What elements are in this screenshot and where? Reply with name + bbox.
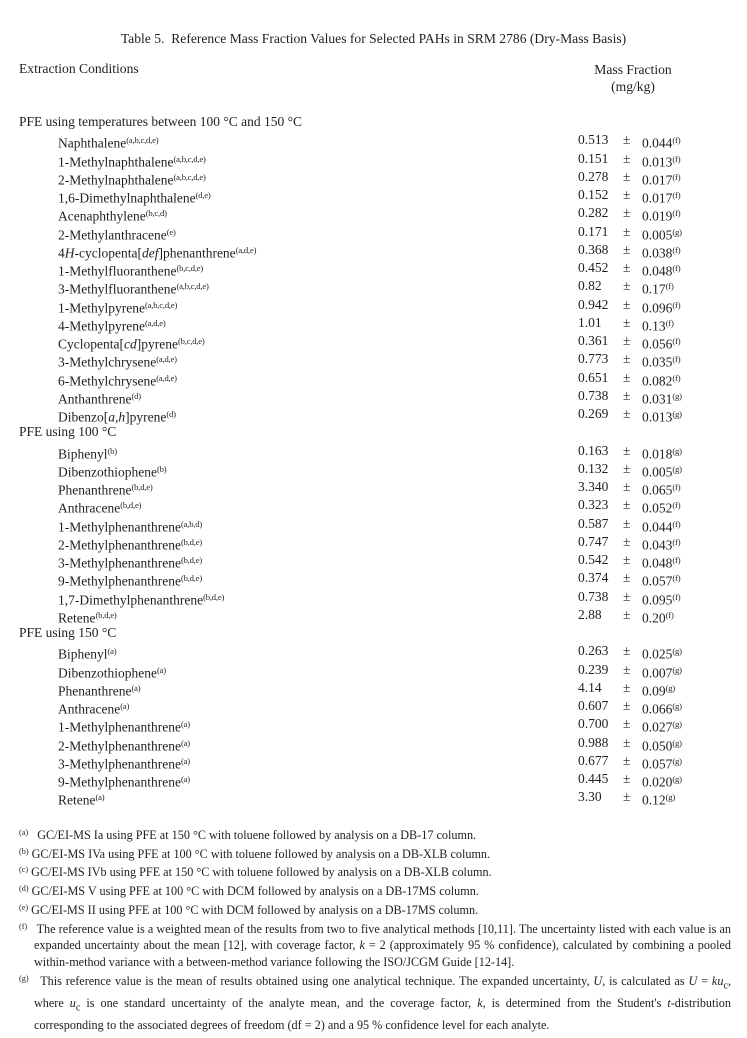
compound-footnote-refs: (a)	[180, 719, 190, 730]
footnote-text: GC/EI-MS IVb using PFE at 150 °C with toluene followed by analysis on a DB-XLB column.	[31, 865, 492, 880]
footnote-marker: (e)	[19, 902, 29, 912]
plus-minus-sign: ±	[623, 442, 631, 458]
plus-minus-sign: ±	[623, 168, 631, 184]
mass-fraction-value: 0.323	[578, 497, 609, 513]
compound-name: Retene$^{(b,d,e)}$	[58, 609, 117, 626]
mass-fraction-value: 0.282	[578, 205, 609, 221]
table-row	[0, 715, 747, 733]
footnote-text: GC/EI-MS IVa using PFE at 100 °C with toluene followed by analysis on a DB-XLB column.	[31, 846, 491, 861]
plus-minus-sign: ±	[623, 588, 631, 604]
footnote-text: GC/EI-MS II using PFE at 100 °C with DCM followed by analysis on a DB-17MS column.	[31, 902, 479, 917]
compound-footnote-refs: (a,b,c,d,e)	[173, 171, 206, 182]
plus-minus-sign: ±	[623, 387, 631, 403]
uncertainty-value: 0.025$^{(g)}$	[642, 646, 682, 662]
uncertainty-footnote-ref: (f)	[672, 372, 681, 383]
table-row	[0, 241, 747, 259]
mass-fraction-value: 0.587	[578, 515, 609, 531]
plus-minus-sign: ±	[623, 679, 631, 695]
plus-minus-sign: ±	[623, 643, 631, 659]
section-header-label: PFE using 150 °C	[19, 625, 117, 640]
section-header-label: PFE using temperatures between 100 °C and 150 °C	[19, 114, 303, 129]
table-row	[0, 369, 747, 387]
compound-name: 3-Methylchrysene$^{(a,d,e)}$	[58, 354, 177, 370]
uncertainty-footnote-ref: (g)	[672, 701, 682, 711]
plus-minus-sign: ±	[623, 716, 631, 732]
mass-fraction-value: 0.677	[578, 752, 609, 768]
mass-fraction-value: 0.542	[578, 552, 609, 567]
footnote-marker: (a)	[19, 828, 29, 837]
uncertainty-footnote-ref: (f)	[672, 591, 681, 602]
uncertainty-value: 0.038$^{(f)}$	[642, 244, 681, 261]
plus-minus-sign: ±	[623, 406, 631, 421]
compound-name: 1-Methylphenanthrene$^{(a)}$	[58, 719, 190, 735]
compound-name: Dibenzo[a,h]pyrene$^{(d)}$	[58, 409, 176, 425]
uncertainty-value: 0.12$^{(g)}$	[642, 792, 676, 808]
mass-fraction-value: 0.747	[578, 533, 609, 549]
footnote	[19, 844, 731, 863]
uncertainty-footnote-ref: (g)	[672, 226, 682, 237]
footnote	[19, 862, 731, 881]
compound-footnote-refs: (a)	[180, 755, 190, 766]
mass-fraction-value: 3.30	[578, 789, 602, 805]
uncertainty-footnote-ref: (f)	[672, 263, 681, 273]
compound-footnote-refs: (a,b,d)	[180, 518, 202, 529]
footnote-marker: (d)	[19, 884, 29, 894]
uncertainty-value: 0.035$^{(f)}$	[642, 354, 681, 370]
plus-minus-sign: ±	[623, 296, 631, 312]
uncertainty-footnote-ref: (g)	[665, 682, 676, 693]
compound-name: Anthanthrene$^{(d)}$	[58, 390, 141, 407]
compound-name: Acenaphthylene$^{(b,c,d)}$	[58, 208, 167, 224]
mass-fraction-value: 1.01	[578, 314, 602, 330]
compound-name: 1,6-Dimethylnaphthalene$^{(d,e)}$	[58, 190, 211, 206]
compound-name: 4H-cyclopenta[def]phenanthrene$^{(a,d,e)}$	[58, 244, 257, 261]
compound-name: Cyclopenta[cd]pyrene$^{(b,c,d,e)}$	[58, 336, 205, 352]
compound-footnote-refs: (a)	[131, 682, 141, 693]
compound-name: 6-Methylchrysene$^{(a,d,e)}$	[58, 372, 177, 388]
footnote-marker: (b)	[19, 846, 29, 856]
plus-minus-sign: ±	[623, 734, 631, 750]
footnote-marker: (g)	[19, 973, 29, 983]
uncertainty-footnote-ref: (f)	[672, 336, 681, 346]
compound-name: 1-Methylnaphthalene$^{(a,b,c,d,e)}$	[58, 153, 206, 169]
compound-footnote-refs: (b,c,d,e)	[177, 336, 205, 346]
compound-name: Dibenzothiophene$^{(b)}$	[58, 463, 167, 480]
uncertainty-value: 0.005$^{(g)}$	[642, 226, 682, 242]
footnotes-section	[19, 825, 731, 1034]
compound-name: 2-Methylnaphthalene$^{(a,b,c,d,e)}$	[58, 171, 206, 188]
uncertainty-footnote-ref: (g)	[672, 445, 682, 456]
compound-name: Dibenzothiophene$^{(a)}$	[58, 664, 166, 680]
footnote-text: GC/EI-MS V using PFE at 100 °C with DCM followed by analysis on a DB-17MS column.	[31, 884, 479, 899]
compound-footnote-refs: (b)	[107, 445, 117, 456]
mass-fraction-value: 0.368	[578, 241, 609, 257]
uncertainty-value: 0.044$^{(f)}$	[642, 135, 681, 151]
table-row	[0, 770, 747, 788]
compound-footnote-refs: (a)	[180, 737, 190, 748]
table-row	[0, 332, 747, 350]
uncertainty-footnote-ref: (g)	[672, 646, 682, 657]
compound-footnote-refs: (b,d,e)	[180, 555, 202, 565]
uncertainty-footnote-ref: (g)	[672, 390, 682, 401]
plus-minus-sign: ±	[623, 241, 631, 257]
compound-footnote-refs: (a,b,c,d,e)	[126, 135, 159, 146]
table-row	[0, 496, 747, 514]
uncertainty-value: 0.17$^{(f)}$	[642, 281, 674, 297]
table-row	[0, 223, 747, 241]
uncertainty-value: 0.020$^{(g)}$	[642, 774, 682, 790]
uncertainty-value: 0.056$^{(f)}$	[642, 336, 681, 352]
mass-fraction-value: 0.82	[578, 278, 602, 294]
compound-name: 1-Methylpyrene$^{(a,b,c,d,e)}$	[58, 299, 178, 315]
section-header-row	[0, 113, 747, 131]
uncertainty-value: 0.066$^{(g)}$	[642, 701, 682, 717]
uncertainty-value: 0.096$^{(f)}$	[642, 299, 681, 315]
compound-footnote-refs: (a)	[120, 701, 130, 711]
compound-footnote-refs: (a,d,e)	[156, 372, 177, 383]
plus-minus-sign: ±	[623, 533, 631, 549]
table-row	[0, 259, 747, 277]
section-header-row	[0, 423, 747, 441]
mass-fraction-value: 0.942	[578, 296, 609, 312]
compound-footnote-refs: (d)	[166, 409, 176, 419]
uncertainty-value: 0.057$^{(f)}$	[642, 573, 681, 589]
footnote	[19, 971, 731, 1034]
compound-footnote-refs: (b,d,e)	[120, 500, 142, 511]
mass-fraction-value: 0.513	[578, 132, 609, 148]
table-row	[0, 460, 747, 478]
plus-minus-sign: ±	[623, 606, 631, 622]
uncertainty-value: 0.052$^{(f)}$	[642, 500, 681, 516]
table-row	[0, 442, 747, 460]
plus-minus-sign: ±	[623, 515, 631, 531]
table-row	[0, 131, 747, 149]
compound-name: 3-Methylphenanthrene$^{(b,d,e)}$	[58, 555, 202, 571]
plus-minus-sign: ±	[623, 552, 631, 567]
table-row	[0, 405, 747, 423]
column-header-mass-fraction	[551, 61, 715, 95]
mass-fraction-value: 0.738	[578, 387, 609, 403]
mass-fraction-value: 0.607	[578, 698, 609, 713]
uncertainty-footnote-ref: (f)	[672, 299, 681, 310]
table-row	[0, 478, 747, 496]
uncertainty-footnote-ref: (g)	[672, 755, 682, 766]
mass-fraction-value: 0.361	[578, 333, 609, 348]
uncertainty-value: 0.048$^{(f)}$	[642, 555, 681, 571]
compound-name: 2-Methylphenanthrene$^{(a)}$	[58, 737, 190, 753]
mass-fraction-value: 0.651	[578, 369, 609, 385]
mass-fraction-value: 0.988	[578, 734, 609, 750]
uncertainty-value: 0.095$^{(f)}$	[642, 591, 681, 607]
plus-minus-sign: ±	[623, 351, 631, 367]
uncertainty-footnote-ref: (f)	[672, 244, 681, 255]
plus-minus-sign: ±	[623, 460, 631, 476]
table-row	[0, 387, 747, 405]
footnote-text: GC/EI-MS Ia using PFE at 150 °C with toluene followed by analysis on a DB-17 column.	[37, 828, 477, 842]
compound-footnote-refs: (a,d,e)	[144, 317, 166, 328]
uncertainty-value: 0.007$^{(g)}$	[642, 664, 682, 680]
compound-name: 3-Methylphenanthrene$^{(a)}$	[58, 755, 190, 772]
uncertainty-value: 0.065$^{(f)}$	[642, 482, 681, 498]
plus-minus-sign: ±	[623, 333, 631, 348]
table-row	[0, 168, 747, 186]
plus-minus-sign: ±	[623, 223, 631, 239]
footnote-marker: (f)	[19, 921, 28, 931]
compound-name: Phenanthrene$^{(b,d,e)}$	[58, 482, 153, 498]
uncertainty-value: 0.018$^{(g)}$	[642, 445, 682, 461]
uncertainty-footnote-ref: (f)	[672, 153, 681, 164]
uncertainty-footnote-ref: (f)	[672, 500, 681, 511]
mass-fraction-value: 0.452	[578, 260, 609, 275]
table-row	[0, 788, 747, 806]
uncertainty-footnote-ref: (f)	[672, 573, 681, 584]
mass-fraction-value: 3.340	[578, 479, 609, 494]
table-row	[0, 642, 747, 660]
uncertainty-value: 0.048$^{(f)}$	[642, 263, 681, 279]
compound-name: Anthracene$^{(b,d,e)}$	[58, 500, 142, 516]
table-row	[0, 551, 747, 569]
uncertainty-value: 0.017$^{(f)}$	[642, 171, 681, 188]
plus-minus-sign: ±	[623, 771, 631, 786]
footnote	[19, 919, 731, 971]
table-row	[0, 277, 747, 295]
compound-footnote-refs: (a)	[107, 646, 117, 657]
table-row	[0, 697, 747, 715]
mass-fraction-value: 2.88	[578, 606, 602, 622]
uncertainty-footnote-ref: (g)	[672, 774, 682, 784]
uncertainty-footnote-ref: (g)	[672, 409, 682, 419]
uncertainty-value: 0.005$^{(g)}$	[642, 463, 682, 480]
compound-name: 1-Methylphenanthrene$^{(a,b,d)}$	[58, 518, 202, 534]
mass-fraction-value: 0.700	[578, 716, 609, 732]
compound-footnote-refs: (a,b,c,d,e)	[176, 281, 209, 292]
compound-footnote-refs: (a,d,e)	[235, 244, 257, 255]
mass-fraction-unit: (mg/kg)	[611, 79, 655, 94]
uncertainty-value: 0.050$^{(g)}$	[642, 737, 682, 753]
mass-fraction-value: 0.239	[578, 661, 609, 677]
mass-fraction-value: 0.171	[578, 223, 609, 239]
footnote-marker: (c)	[19, 865, 29, 875]
table-row	[0, 588, 747, 606]
uncertainty-footnote-ref: (g)	[665, 792, 676, 803]
plus-minus-sign: ±	[623, 479, 631, 494]
table-row	[0, 661, 747, 679]
table-row	[0, 296, 747, 314]
table-title: Table 5. Reference Mass Fraction Values for Selected PAHs in SRM 2786 (Dry-Mass Basis)	[120, 31, 627, 46]
table-row	[0, 204, 747, 222]
uncertainty-value: 0.027$^{(g)}$	[642, 719, 682, 735]
compound-footnote-refs: (b,c,d,e)	[176, 263, 204, 273]
compound-footnote-refs: (a,b,c,d,e)	[144, 299, 178, 310]
table-row	[0, 606, 747, 624]
compound-name: 1,7-Dimethylphenanthrene$^{(b,d,e)}$	[58, 591, 225, 607]
plus-minus-sign: ±	[623, 570, 631, 586]
uncertainty-footnote-ref: (g)	[672, 463, 682, 474]
uncertainty-footnote-ref: (f)	[672, 354, 681, 365]
table-row	[0, 515, 747, 533]
footnote	[19, 900, 731, 919]
uncertainty-footnote-ref: (f)	[672, 171, 681, 182]
plus-minus-sign: ±	[623, 789, 631, 805]
table-row	[0, 314, 747, 332]
compound-footnote-refs: (b,c,d)	[145, 208, 167, 219]
section-header-label: PFE using 100 °C	[19, 424, 117, 440]
mass-fraction-label: Mass Fraction	[594, 62, 672, 77]
compound-footnote-refs: (a)	[180, 774, 190, 784]
table-row	[0, 350, 747, 368]
uncertainty-value: 0.017$^{(f)}$	[642, 190, 681, 206]
uncertainty-value: 0.013$^{(f)}$	[642, 153, 681, 169]
compound-footnote-refs: (b,d,e)	[95, 609, 117, 620]
compound-name: Phenanthrene$^{(a)}$	[58, 682, 141, 699]
compound-footnote-refs: (d,e)	[195, 190, 211, 200]
mass-fraction-value: 0.263	[578, 643, 609, 659]
uncertainty-value: 0.013$^{(g)}$	[642, 409, 682, 425]
compound-name: 2-Methylphenanthrene$^{(b,d,e)}$	[58, 536, 202, 553]
compound-footnote-refs: (d)	[131, 390, 141, 401]
compound-name: 2-Methylanthracene$^{(e)}$	[58, 226, 176, 242]
mass-fraction-value: 0.151	[578, 150, 609, 166]
section-header-row	[0, 624, 747, 642]
compound-name: 9-Methylphenanthrene$^{(a)}$	[58, 774, 190, 790]
uncertainty-value: 0.057$^{(g)}$	[642, 755, 682, 772]
uncertainty-footnote-ref: (f)	[672, 536, 681, 547]
table-row	[0, 533, 747, 551]
compound-footnote-refs: (b,d,e)	[203, 591, 225, 602]
uncertainty-footnote-ref: (f)	[672, 555, 681, 565]
compound-footnote-refs: (b,d,e)	[131, 482, 153, 492]
uncertainty-value: 0.082$^{(f)}$	[642, 372, 681, 388]
uncertainty-footnote-ref: (g)	[672, 737, 682, 748]
footnote	[19, 881, 731, 900]
plus-minus-sign: ±	[623, 497, 631, 513]
plus-minus-sign: ±	[623, 698, 631, 713]
compound-footnote-refs: (e)	[166, 226, 176, 237]
mass-fraction-value: 0.152	[578, 187, 609, 202]
uncertainty-value: 0.019$^{(f)}$	[642, 208, 681, 224]
uncertainty-footnote-ref: (f)	[665, 281, 674, 292]
plus-minus-sign: ±	[623, 278, 631, 294]
plus-minus-sign: ±	[623, 314, 631, 330]
compound-name: Naphthalene$^{(a,b,c,d,e)}$	[58, 135, 159, 151]
uncertainty-footnote-ref: (g)	[672, 719, 682, 730]
mass-fraction-value: 4.14	[578, 679, 602, 695]
mass-fraction-value: 0.445	[578, 771, 609, 786]
uncertainty-value: 0.043$^{(f)}$	[642, 536, 681, 553]
uncertainty-value: 0.044$^{(f)}$	[642, 518, 681, 534]
uncertainty-footnote-ref: (f)	[665, 317, 674, 328]
plus-minus-sign: ±	[623, 187, 631, 202]
compound-footnote-refs: (a)	[156, 664, 166, 675]
uncertainty-footnote-ref: (g)	[672, 664, 682, 675]
plus-minus-sign: ±	[623, 150, 631, 166]
plus-minus-sign: ±	[623, 661, 631, 677]
uncertainty-value: 0.09$^{(g)}$	[642, 682, 676, 699]
uncertainty-footnote-ref: (f)	[672, 482, 681, 492]
compound-name: 4-Methylpyrene$^{(a,d,e)}$	[58, 317, 166, 334]
uncertainty-footnote-ref: (f)	[672, 208, 681, 219]
compound-name: 1-Methylfluoranthene$^{(b,c,d,e)}$	[58, 263, 204, 279]
compound-name: 9-Methylphenanthrene$^{(b,d,e)}$	[58, 573, 202, 589]
mass-fraction-value: 0.269	[578, 406, 609, 421]
compound-footnote-refs: (b,d,e)	[180, 536, 202, 547]
mass-fraction-value: 0.132	[578, 460, 609, 476]
uncertainty-value: 0.13$^{(f)}$	[642, 317, 674, 334]
uncertainty-value: 0.20$^{(f)}$	[642, 609, 674, 626]
uncertainty-footnote-ref: (f)	[665, 609, 674, 620]
footnote-text: This reference value is the mean of results obtained using one analytical technique. The expanded uncertainty, U, is calculated as $U = ku_c$, where $u_c$ is one standard uncertainty of the analyte mean, and the coverage factor, k, is determined from the Student's t-distribution corresponding to the associated degrees of freedom (df = 2) and a 95 % confidence level for each analyte.	[34, 973, 731, 1032]
plus-minus-sign: ±	[623, 132, 631, 148]
mass-fraction-value: 0.738	[578, 588, 609, 604]
uncertainty-footnote-ref: (f)	[672, 135, 681, 146]
table-row	[0, 679, 747, 697]
compound-name: Anthracene$^{(a)}$	[58, 701, 130, 717]
uncertainty-footnote-ref: (f)	[672, 518, 681, 529]
uncertainty-footnote-ref: (f)	[672, 190, 681, 200]
compound-name: Biphenyl$^{(a)}$	[58, 646, 117, 662]
footnote	[19, 825, 731, 844]
table-row	[0, 752, 747, 770]
plus-minus-sign: ±	[623, 369, 631, 385]
uncertainty-value: 0.031$^{(g)}$	[642, 390, 682, 407]
mass-fraction-value: 0.278	[578, 168, 609, 184]
table-row	[0, 150, 747, 168]
compound-name: Biphenyl$^{(b)}$	[58, 445, 117, 461]
compound-footnote-refs: (a,d,e)	[156, 354, 177, 365]
compound-name: 3-Methylfluoranthene$^{(a,b,c,d,e)}$	[58, 281, 209, 297]
compound-footnote-refs: (b,d,e)	[180, 573, 202, 584]
mass-fraction-value: 0.374	[578, 570, 609, 586]
plus-minus-sign: ±	[623, 260, 631, 275]
compound-name: Retene$^{(a)}$	[58, 792, 105, 808]
table-row	[0, 186, 747, 204]
table-row	[0, 569, 747, 587]
plus-minus-sign: ±	[623, 205, 631, 221]
table-body	[0, 113, 747, 807]
plus-minus-sign: ±	[623, 752, 631, 768]
compound-footnote-refs: (b)	[156, 463, 167, 474]
compound-footnote-refs: (a,b,c,d,e)	[173, 153, 206, 164]
mass-fraction-value: 0.163	[578, 442, 609, 458]
column-header-extraction-conditions: Extraction Conditions	[19, 61, 139, 76]
table-row	[0, 734, 747, 752]
footnote-text: The reference value is a weighted mean of the results from two to five analytical methods [10,11]. The uncertainty listed with each value is an expanded uncertainty about the mean [12], with coverage factor, k = 2 (approximately 95 % confidence), calculated by combining a pooled within-method variance with a between-method variance following the ISO/JCGM Guide [12-14].	[34, 921, 731, 969]
compound-footnote-refs: (a)	[95, 792, 105, 803]
mass-fraction-value: 0.773	[578, 351, 609, 367]
